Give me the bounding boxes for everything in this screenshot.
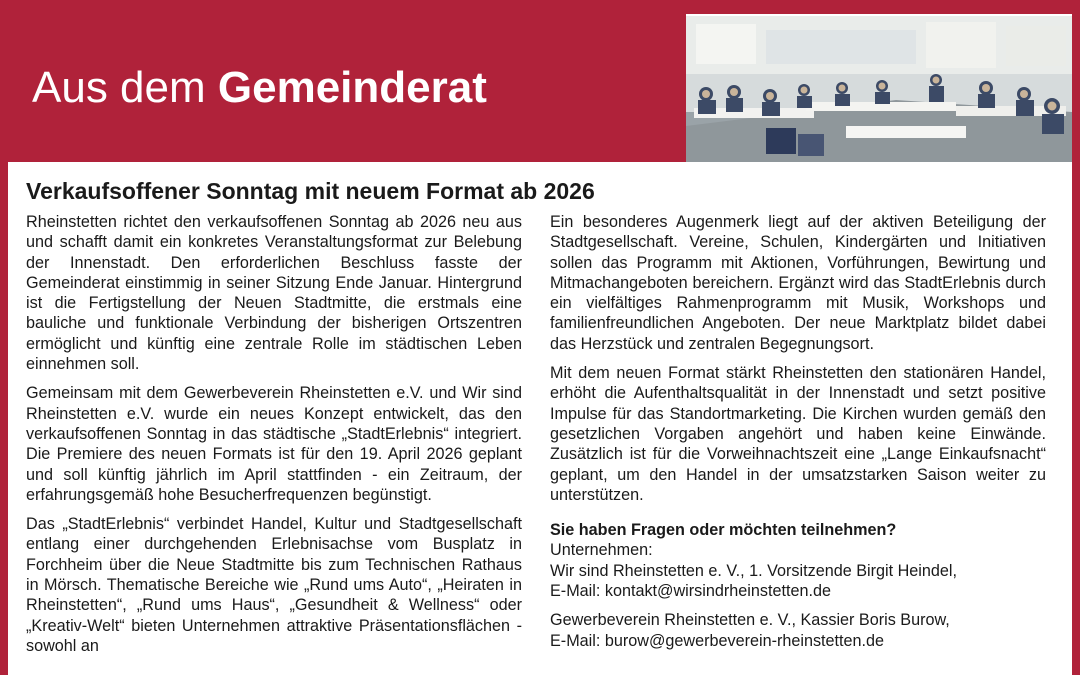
contact2-email: E-Mail: burow@gewerbeverein-rheinstetten.de [550, 631, 885, 650]
article-paragraph: Ein besonderes Augenmerk liegt auf der aktiven Beteiligung der Stadtgesellschaft. Vereine, Schulen, Kindergärten und Initiativen sollen das Programm mit Aktionen, Vorführungen, Bewirtung und Mitmachangeboten bereichern. Ergänzt wird das StadtErlebnis durch ein vielfältiges Rahmenprogramm mit Musik, Workshops und familienfreundlichen Angeboten. Der neue Marktplatz bildet dabei das Herzstück und zentralen Begegnungsort. [550, 213, 1046, 353]
contact-question: Sie haben Fragen oder möchten teilnehmen? [550, 521, 897, 540]
article-headline: Verkaufsoffener Sonntag mit neuem Format ab 2026 [26, 178, 595, 204]
contact-block-1 [550, 540, 1046, 601]
article-paragraph: Das „StadtErlebnis“ verbindet Handel, Kultur und Stadtgesellschaft entlang einer durchgehenden Erlebnisachse vom Busplatz in Forchheim über die Neue Stadtmitte bis zum Technischen Rathaus in Mörsch. Thematische Bereiche wie „Rund ums Auto“, „Heiraten in Rheinstetten“, „Rund ums Haus“, „Gesundheit & Wellness“ oder „Kreativ-Welt“ bieten Unternehmen attraktive Präsentationsflächen - sowohl an [26, 515, 522, 655]
contact1-email: E-Mail: kontakt@wirsindrheinstetten.de [550, 582, 831, 601]
council-meeting-illustration [686, 16, 1072, 162]
article-column-right [550, 212, 1046, 660]
section-title [32, 62, 487, 114]
section-title-bold: Gemeinderat [217, 63, 487, 112]
contact1-name: Wir sind Rheinstetten e. V., 1. Vorsitzende Birgit Heindel, [550, 561, 957, 580]
article-paragraph: Mit dem neuen Format stärkt Rheinstetten den stationären Handel, erhöht die Aufenthaltsqualität in der Innenstadt und setzt positive Impulse für das Standortmarketing. Die Kirchen wurden gemäß den gesetzlichen Vorgaben angehört und haben keine Einwände. Zusätzlich ist für die Vorweihnachtszeit eine „Lange Einkaufsnacht“ geplant, um den Handel in der umsatzstarken Saison weiter zu unterstützen. [550, 364, 1046, 504]
contact2-name: Gewerbeverein Rheinstetten e. V., Kassier Boris Burow, [550, 611, 950, 630]
council-meeting-photo [686, 16, 1072, 162]
article-paragraph: Rheinstetten richtet den verkaufsoffenen Sonntag ab 2026 neu aus und schafft damit ein konkretes Veranstaltungsformat zur Belebung der Innenstadt. Den erforderlichen Beschluss fasste der Gemeinderat einstimmig in seiner Sitzung Ende Januar. Hintergrund ist die Fertigstellung der Neuen Stadtmitte, die erstmals eine bauliche und funktionale Verbindung der bisherigen Ortszentren ermöglicht und künftig eine zentrale Rolle im städtischen Leben einnehmen soll. [26, 213, 522, 374]
contact-block-2 [550, 610, 1046, 651]
article-paragraph: Gemeinsam mit dem Gewerbeverein Rheinstetten e.V. und Wir sind Rheinstetten e.V. wurde ein neues Konzept entwickelt, das den verkaufsoffenen Sonntag in das städtische „StadtErlebnis“ integriert. Die Premiere des neuen Formats ist für den 19. April 2026 geplant und soll künftig jährlich im April stattfinden - ein Zeitraum, der erfahrungsgemäß hohe Besucherfrequenzen begünstigt. [26, 384, 522, 504]
article-column-left [26, 212, 522, 665]
header-band [0, 14, 686, 162]
contact-intro: Unternehmen: [550, 541, 653, 560]
section-title-prefix: Aus dem [32, 63, 206, 112]
